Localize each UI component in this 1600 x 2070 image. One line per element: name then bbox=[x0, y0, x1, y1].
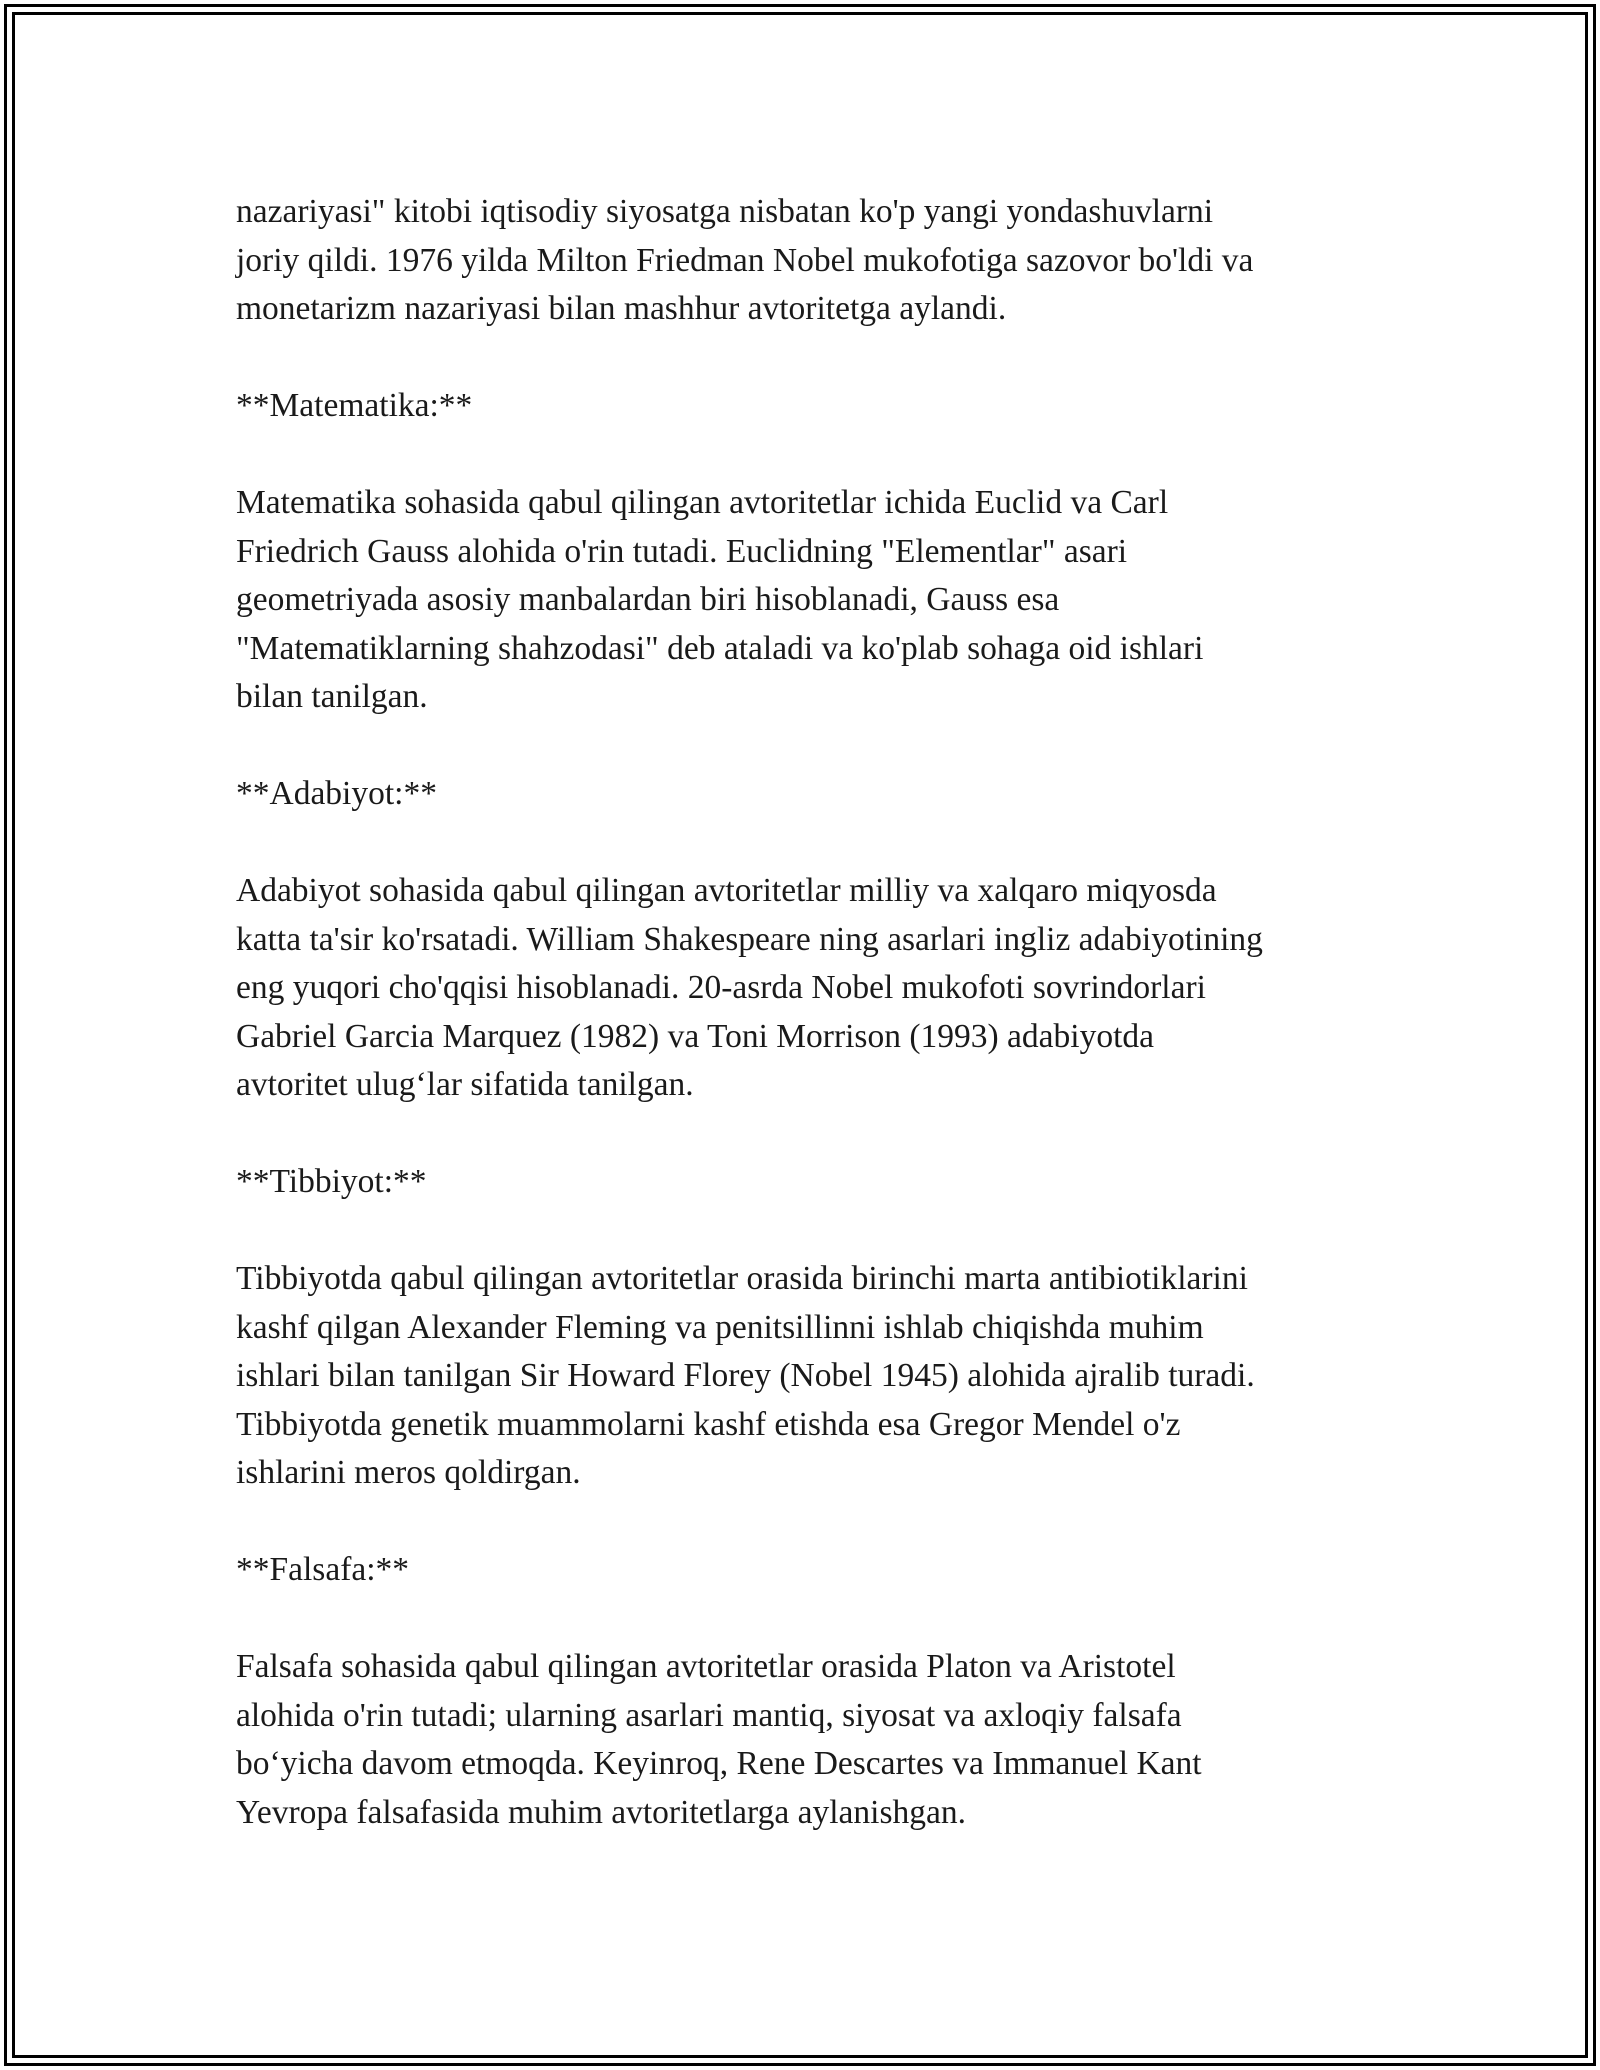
text-line: katta ta'sir ko'rsatadi. William Shakespeare ning asarlari ingliz adabiyotining bbox=[236, 920, 1263, 958]
text-line: geometriyada asosiy manbalardan biri hisoblanadi, Gauss esa bbox=[236, 581, 1060, 618]
text-line: ishlarini meros qoldirgan. bbox=[236, 1454, 581, 1491]
text-line: nazariyasi" kitobi iqtisodiy siyosatga nisbatan ko'p yangi yondashuvlarni bbox=[236, 193, 1214, 230]
text-line: Gabriel Garcia Marquez (1982) va Toni Morrison (1993) adabiyotda bbox=[236, 1017, 1154, 1055]
paragraph-tibbiyot bbox=[236, 1255, 1376, 1498]
text-line: monetarizm nazariyasi bilan mashhur avtoritetga aylandi. bbox=[236, 290, 1007, 327]
text-line: kashf qilgan Alexander Fleming va penitsillinni ishlab chiqishda muhim bbox=[236, 1308, 1204, 1346]
text-line: avtoritet ulug‘lar sifatida tanilgan. bbox=[236, 1066, 694, 1103]
heading-text: **Tibbiyot:** bbox=[236, 1163, 427, 1200]
heading-falsafa bbox=[236, 1546, 1376, 1595]
text-line: Tibbiyotda qabul qilingan avtoritetlar orasida birinchi marta antibiotiklarini bbox=[236, 1260, 1248, 1297]
paragraph-economics-continuation bbox=[236, 188, 1376, 334]
text-line: alohida o'rin tutadi; ularning asarlari mantiq, siyosat va axloqiy falsafa bbox=[236, 1696, 1182, 1734]
text-line: "Matematiklarning shahzodasi" deb ataladi va ko'plab sohaga oid ishlari bbox=[236, 629, 1204, 667]
text-line: Adabiyot sohasida qabul qilingan avtoritetlar milliy va xalqaro miqyosda bbox=[236, 872, 1217, 909]
heading-text: **Falsafa:** bbox=[236, 1551, 410, 1588]
paragraph-matematika bbox=[236, 479, 1376, 722]
heading-matematika bbox=[236, 382, 1376, 431]
text-line: bilan tanilgan. bbox=[236, 678, 428, 715]
text-line: Falsafa sohasida qabul qilingan avtoritetlar orasida Platon va Aristotel bbox=[236, 1648, 1176, 1685]
heading-text: **Matematika:** bbox=[236, 387, 473, 424]
document-body bbox=[236, 188, 1376, 1886]
text-line: eng yuqori cho'qqisi hisoblanadi. 20-asrda Nobel mukofoti sovrindorlari bbox=[236, 969, 1206, 1006]
text-line: Matematika sohasida qabul qilingan avtoritetlar ichida Euclid va Carl bbox=[236, 484, 1169, 521]
text-line: ishlari bilan tanilgan Sir Howard Florey (Nobel 1945) alohida ajralib turadi. bbox=[236, 1357, 1255, 1394]
paragraph-falsafa bbox=[236, 1643, 1376, 1837]
text-line: Yevropa falsafasida muhim avtoritetlarga aylanishgan. bbox=[236, 1793, 966, 1831]
text-line: Tibbiyotda genetik muammolarni kashf etishda esa Gregor Mendel o'z bbox=[236, 1405, 1181, 1443]
heading-tibbiyot bbox=[236, 1158, 1376, 1207]
heading-adabiyot bbox=[236, 770, 1376, 819]
text-line: bo‘yicha davom etmoqda. Keyinroq, Rene Descartes va Immanuel Kant bbox=[236, 1745, 1202, 1782]
paragraph-adabiyot bbox=[236, 867, 1376, 1110]
text-line: joriy qildi. 1976 yilda Milton Friedman Nobel mukofotiga sazovor bo'ldi va bbox=[236, 241, 1254, 279]
heading-text: **Adabiyot:** bbox=[236, 775, 437, 812]
text-line: Friedrich Gauss alohida o'rin tutadi. Euclidning "Elementlar" asari bbox=[236, 532, 1128, 570]
